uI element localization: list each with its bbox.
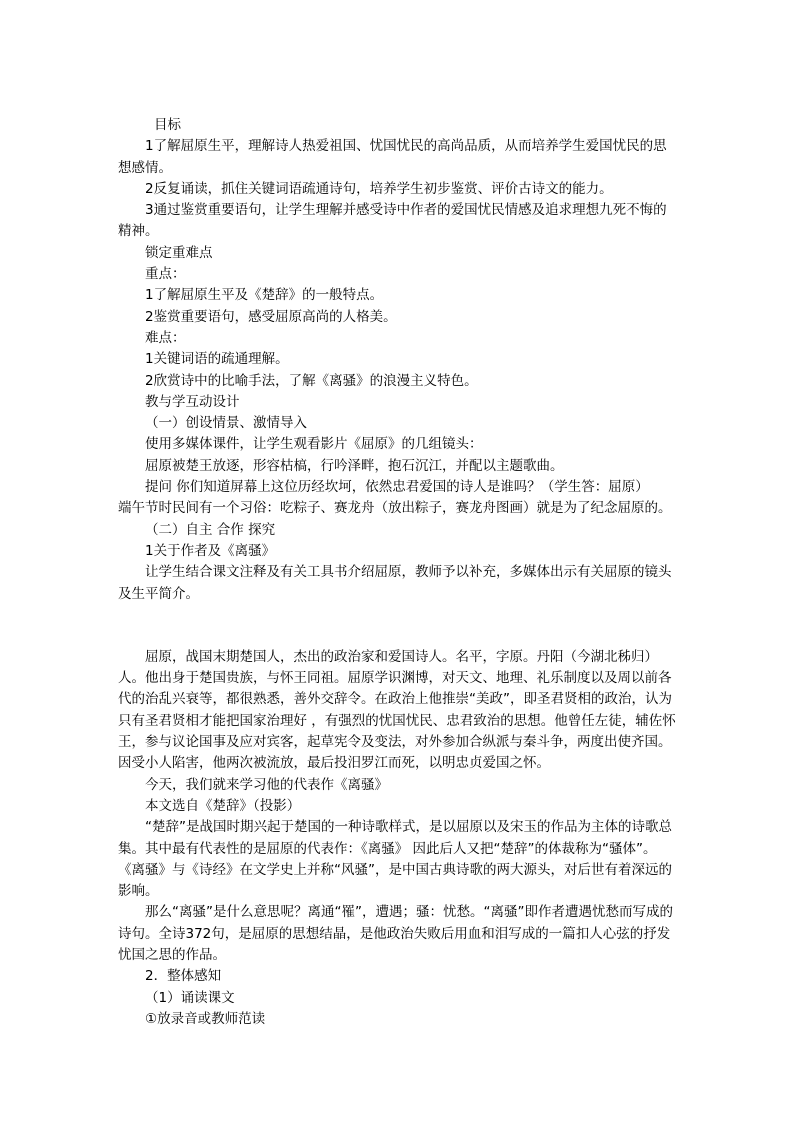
paragraph: “楚辞”是战国时期兴起于楚国的一种诗歌样式，是以屈原以及宋玉的作品为主体的诗歌总集。其中最有代表性的是屈原的代表作：《离骚》 因此后人又把“楚辞”的体裁称为“骚体”。《离骚》与《诗经》在文学史上并称“风骚”，是中国古典诗歌的两大源头，对后世有着深远的影响。 [118,819,672,900]
paragraph: ①放录音或教师范读 [145,1010,266,1027]
paragraph: 本文选自《楚辞》（投影） [145,797,301,814]
paragraph: （一）创设情景、激情导入 [145,415,307,432]
heading-interaction-design: 教与学互动设计 [145,393,240,410]
heading-key-points: 锁定重难点 [145,244,213,261]
paragraph: 屈原被楚王放逐，形容枯槁，行吟泽畔，抱石沉江，并配以主题歌曲。 [145,457,564,474]
paragraph: （1）诵读课文 [145,989,235,1006]
paragraph: （二）自主 合作 探究 [145,521,276,538]
paragraph: 1关键词语的疏通理解。 [145,351,289,368]
paragraph: 1了解屈原生平及《楚辞》的一般特点。 [145,287,384,304]
paragraph: 那么“离骚”是什么意思呢？离通“罹”，遭遇；骚：忧愁。“离骚”即作者遭遇忧愁而写成的诗句。全诗372句，是屈原的思想结晶，是他政治失败后用血和泪写成的一篇扣人心弦的抒发忧国之思的作品。 [118,904,673,963]
paragraph: 2反复诵读，抓住关键词语疏通诗句，培养学生初步鉴赏、评价古诗文的能力。 [145,180,613,197]
paragraph: 重点： [145,266,186,283]
paragraph: 2鉴赏重要语句，感受屈原高尚的人格美。 [145,308,397,325]
paragraph: 难点： [145,329,186,346]
paragraph: 让学生结合课文注释及有关工具书介绍屈原，教师予以补充，多媒体出示有关屈原的镜头及生平简介。 [118,564,672,602]
paragraph: 屈原，战国末期楚国人，杰出的政治家和爱国诗人。名平，字原。丹阳（今湖北秭归）人。他出身于楚国贵族，与怀王同祖。屈原学识渊博，对天文、地理、礼乐制度以及周以前各代的治乱兴衰等，都很熟悉，善外交辞令。在政治上他推崇“美政”，即圣君贤相的政治，认为只有圣君贤相才能把国家治理好 ，有强烈的忧国忧民、忠君致治的思想。他曾任左徒，辅佐怀王，参与议论国事及应对宾客，起草宪令及变法，对外参加合纵派与秦斗争，两度出使齐国。因受小人陷害，他两次被流放，最后投汨罗江而死，以明忠贞爱国之怀。 [118,648,676,772]
heading-objectives: 目标 [154,117,181,133]
paragraph: 2．整体感知 [145,968,222,985]
paragraph: 提问 你们知道屏幕上这位历经坎坷，依然忠君爱国的诗人是谁吗？（学生答：屈原） [145,479,649,496]
document-body [118,115,676,1030]
paragraph: 端午节时民间有一个习俗：吃粽子、赛龙舟（放出粽子，赛龙舟图画）就是为了纪念屈原的。 [118,500,672,517]
paragraph: 1关于作者及《离骚》 [145,542,276,559]
paragraph: 1了解屈原生平，理解诗人热爱祖国、忧国忧民的高尚品质，从而培养学生爱国忧民的思想感情。 [118,138,667,176]
paragraph: 使用多媒体课件，让学生观看影片《屈原》的几组镜头： [145,436,483,453]
blank-space [118,605,676,647]
paragraph: 2欣赏诗中的比喻手法，了解《离骚》的浪漫主义特色。 [145,372,478,389]
paragraph: 3通过鉴赏重要语句，让学生理解并感受诗中作者的爱国忧民情感及追求理想九死不悔的精神。 [118,202,667,240]
paragraph: 今天，我们就来学习他的代表作《离骚》 [145,776,388,793]
